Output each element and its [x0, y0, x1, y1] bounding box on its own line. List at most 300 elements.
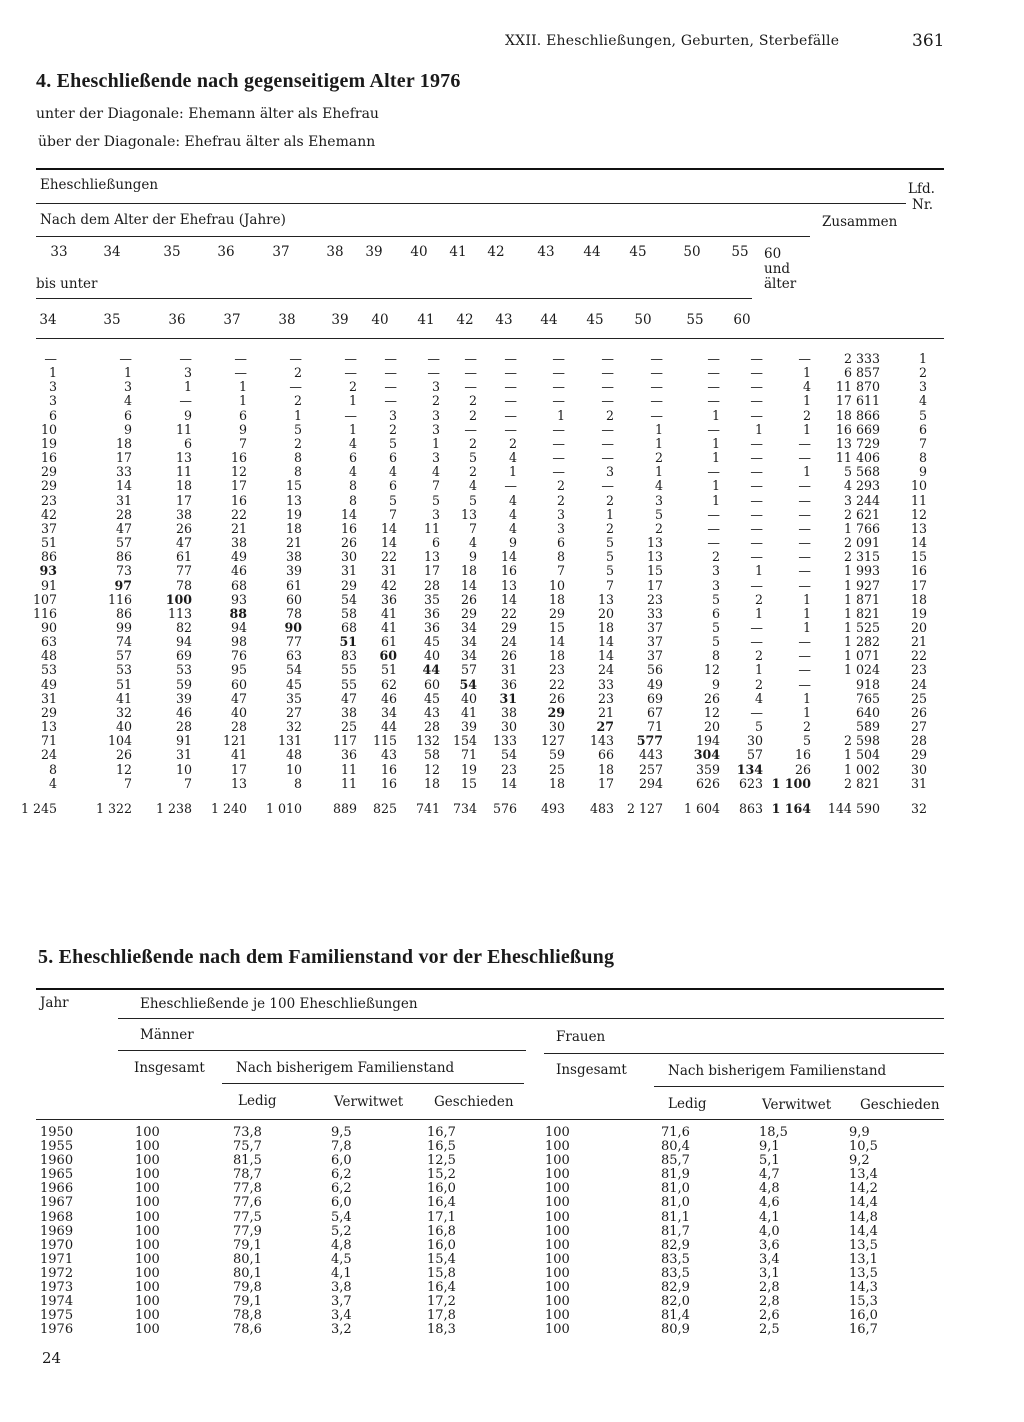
table-cell: 100: [135, 1280, 160, 1296]
table-cell: 40: [115, 719, 132, 735]
table-cell: 2: [508, 435, 517, 451]
table-cell: 86: [115, 549, 132, 565]
table-cell: 4: [802, 379, 811, 395]
table5-header-maenner: Männer: [140, 1027, 194, 1043]
row-number: 23: [910, 662, 927, 678]
row-number: 17: [910, 577, 927, 593]
table-cell: 46: [380, 690, 397, 706]
table-cell: 88: [229, 605, 247, 621]
table-cell: —: [750, 634, 763, 650]
table-cell: 8: [711, 648, 720, 664]
table-cell: 60: [379, 648, 397, 664]
table-cell: 1: [802, 605, 811, 621]
table-cell: 2: [293, 435, 302, 451]
table-cell: 4: [468, 535, 477, 551]
table-cell: 82,9: [661, 1280, 690, 1296]
table-cell: 4,0: [759, 1223, 780, 1239]
table4-rule-4: [36, 338, 944, 339]
table-row: [40, 1253, 939, 1267]
table-cell: 26: [548, 690, 565, 706]
table-cell: 116: [32, 605, 57, 621]
table-cell: 59: [548, 747, 565, 763]
table-cell: 23: [646, 591, 663, 607]
table-row: [20, 522, 931, 536]
table-cell: 28: [115, 506, 132, 522]
row-total: 2 333: [843, 351, 880, 366]
table-cell: 95: [230, 662, 247, 678]
row-total: 11 870: [835, 379, 880, 395]
table-cell: 62: [380, 676, 397, 692]
row-number: 15: [910, 549, 927, 565]
table4-header-aelter: älter: [764, 276, 797, 292]
row-number: 31: [910, 775, 927, 791]
table-cell: 61: [175, 549, 192, 565]
table-row: [40, 1211, 939, 1225]
table4-header-from-42: 42: [487, 244, 505, 260]
table4-header-sixty: 60: [764, 246, 782, 262]
table-cell: 47: [115, 520, 132, 536]
table-cell: 18,3: [427, 1322, 456, 1338]
row-number: 11: [910, 492, 927, 508]
table-cell: 154: [452, 733, 477, 749]
table-cell: 76: [230, 648, 247, 664]
table-row: [20, 706, 931, 720]
table-row: [20, 508, 931, 522]
table-cell: 1: [508, 464, 517, 480]
table-cell: 41: [380, 605, 397, 621]
table-cell: 100: [545, 1280, 570, 1296]
total-cell: 863: [738, 800, 763, 816]
table-cell: 2: [754, 648, 763, 664]
table-cell: 4: [48, 775, 57, 791]
table-cell: 8: [348, 492, 357, 508]
table-cell: 100: [135, 1139, 160, 1155]
table-cell: 16,0: [849, 1308, 878, 1324]
table-cell: 4: [654, 478, 663, 494]
table-cell: 42: [380, 577, 397, 593]
table4-header-from-35: 35: [163, 244, 181, 260]
table-cell: 61: [380, 634, 397, 650]
table-cell: 12,5: [427, 1153, 456, 1169]
table-cell: 5: [605, 549, 614, 565]
table-cell: —: [344, 365, 357, 381]
table-cell: 37: [40, 520, 57, 536]
table-cell: 27: [285, 704, 302, 720]
table-cell: 1: [754, 605, 763, 621]
table-cell: 17,2: [427, 1294, 456, 1310]
table-cell: 28: [230, 719, 247, 735]
table-cell: 77,5: [233, 1209, 262, 1225]
year-cell: 1974: [40, 1294, 74, 1310]
table4-header-total: Zusammen: [822, 214, 898, 230]
table-cell: 79,8: [233, 1280, 262, 1296]
table-cell: 100: [545, 1294, 570, 1310]
table4-header-to-34: 34: [39, 312, 57, 328]
row-total: 18 866: [835, 407, 880, 423]
table-cell: —: [384, 351, 397, 366]
table-cell: 98: [230, 634, 247, 650]
table4-header-from-45: 45: [629, 244, 647, 260]
table-cell: 26: [175, 520, 192, 536]
table-cell: 36: [380, 591, 397, 607]
table-cell: 5,1: [759, 1153, 780, 1169]
table-cell: 2: [556, 478, 565, 494]
table-row: [40, 1239, 939, 1253]
table4-header-to-44: 44: [540, 312, 558, 328]
table-cell: 57: [460, 662, 477, 678]
year-cell: 1965: [40, 1167, 74, 1183]
table-cell: 14: [115, 478, 132, 494]
table4-rule-3: [36, 298, 752, 299]
table-cell: 2: [293, 393, 302, 409]
table-cell: 10: [285, 761, 302, 777]
table-cell: 13: [460, 506, 477, 522]
table-cell: —: [504, 365, 517, 381]
table-cell: 3: [711, 563, 720, 579]
table-cell: 41: [380, 619, 397, 635]
table-cell: 17,8: [427, 1308, 456, 1324]
table-cell: 5: [468, 492, 477, 508]
table-cell: 4,5: [331, 1251, 352, 1267]
table-cell: 29: [40, 478, 57, 494]
table-cell: 2: [802, 407, 811, 423]
table-cell: 1: [802, 464, 811, 480]
table4-header-to-55: 55: [686, 312, 704, 328]
row-total: 11 406: [835, 450, 880, 466]
table-cell: 9: [183, 407, 192, 423]
table-cell: 41: [460, 704, 477, 720]
table-cell: 1: [711, 435, 720, 451]
table-cell: —: [750, 506, 763, 522]
table-cell: 17: [597, 775, 614, 791]
table-cell: 9,2: [849, 1153, 870, 1169]
row-total: 1 927: [843, 577, 880, 593]
row-number: 30: [910, 761, 927, 777]
row-total: 1 525: [843, 619, 880, 635]
table4-header-to-50: 50: [634, 312, 652, 328]
year-cell: 1955: [40, 1139, 74, 1155]
table-cell: 1: [802, 690, 811, 706]
table-row: [40, 1126, 939, 1140]
page-number: 361: [912, 31, 945, 51]
table-cell: 100: [545, 1153, 570, 1169]
row-total: 2 598: [843, 733, 880, 749]
table-cell: —: [650, 393, 663, 409]
table-cell: 14: [380, 520, 397, 536]
table-row: [20, 451, 931, 465]
table-cell: 63: [285, 648, 302, 664]
table-cell: 7,8: [331, 1139, 352, 1155]
table-cell: 42: [40, 506, 57, 522]
table-cell: 29: [40, 704, 57, 720]
table5-rule-1: [118, 1018, 944, 1019]
table-cell: 15,4: [427, 1251, 456, 1267]
table4-header-from-50: 50: [683, 244, 701, 260]
table-cell: 7: [468, 520, 477, 536]
table-row: [20, 536, 931, 550]
table-cell: 40: [230, 704, 247, 720]
row-total: 589: [855, 719, 880, 735]
table-cell: 17,1: [427, 1209, 456, 1225]
table-cell: 23: [597, 690, 614, 706]
row-number: 26: [910, 704, 927, 720]
row-number: 10: [910, 478, 927, 494]
table-cell: 2: [711, 549, 720, 565]
table-cell: —: [504, 421, 517, 437]
total-cell: 576: [492, 800, 517, 816]
table-cell: 49: [646, 676, 663, 692]
table-cell: —: [750, 492, 763, 508]
table-cell: —: [750, 577, 763, 593]
table-cell: 91: [40, 577, 57, 593]
table-cell: —: [707, 365, 720, 381]
table-cell: 80,1: [233, 1251, 262, 1267]
table-row: [20, 777, 931, 791]
table4-header-from-41: 41: [449, 244, 467, 260]
table-cell: 133: [492, 733, 517, 749]
table4-header-to-42: 42: [456, 312, 474, 328]
table-cell: 14: [597, 648, 614, 664]
table-cell: 15,2: [427, 1167, 456, 1183]
table-cell: 3: [388, 407, 397, 423]
table-cell: 3,4: [331, 1308, 352, 1324]
table-cell: 294: [638, 775, 663, 791]
total-cell: 483: [589, 800, 614, 816]
table-cell: 7: [556, 563, 565, 579]
table-cell: 54: [340, 591, 357, 607]
table-row: [20, 748, 931, 762]
table-cell: 80,1: [233, 1265, 262, 1281]
table-cell: —: [798, 676, 811, 692]
totals-row: [20, 802, 931, 816]
table-cell: 143: [589, 733, 614, 749]
table-row: [20, 593, 931, 607]
table-cell: 12: [703, 704, 720, 720]
table-cell: 1: [556, 407, 565, 423]
table-cell: 100: [135, 1195, 160, 1211]
table-cell: 54: [500, 747, 517, 763]
table-cell: 25: [548, 761, 565, 777]
table-cell: 18: [548, 775, 565, 791]
table-cell: 5,2: [331, 1223, 352, 1239]
table-cell: 39: [285, 563, 302, 579]
table-row: [20, 394, 931, 408]
table-cell: —: [234, 365, 247, 381]
table-cell: 17: [175, 492, 192, 508]
table-cell: 81,9: [661, 1167, 690, 1183]
table-cell: 1: [348, 421, 357, 437]
table-cell: 30: [340, 549, 357, 565]
table-row: [40, 1267, 939, 1281]
table-cell: 8: [293, 464, 302, 480]
table4-header-lfd: Lfd.: [908, 181, 935, 197]
table-cell: —: [707, 421, 720, 437]
table-cell: 10: [175, 761, 192, 777]
table-cell: 18: [115, 435, 132, 451]
table-cell: 12: [230, 464, 247, 480]
table4-header-nr: Nr.: [912, 197, 934, 213]
table-cell: 79,1: [233, 1294, 262, 1310]
table-cell: 19: [460, 761, 477, 777]
table-cell: 3,6: [759, 1237, 780, 1253]
row-number: 5: [918, 407, 927, 423]
table-cell: 69: [175, 648, 192, 664]
table-cell: 58: [423, 747, 440, 763]
table-cell: 81,1: [661, 1209, 690, 1225]
table-cell: 19: [40, 435, 57, 451]
table-cell: 100: [545, 1265, 570, 1281]
table-cell: —: [427, 351, 440, 366]
table-cell: 28: [175, 719, 192, 735]
table5-header-ledig-m: Ledig: [238, 1093, 277, 1109]
table4-body: [20, 352, 931, 816]
table-cell: —: [464, 379, 477, 395]
table4-header-from-34: 34: [103, 244, 121, 260]
table-cell: 6: [123, 407, 132, 423]
row-number: 13: [910, 520, 927, 536]
table-cell: 25: [340, 719, 357, 735]
table-cell: 5: [711, 591, 720, 607]
table5-rule-3a: [222, 1083, 524, 1084]
table-cell: 51: [40, 535, 57, 551]
table-cell: 57: [115, 535, 132, 551]
table-cell: 19: [285, 506, 302, 522]
table5-rule-2a: [118, 1050, 526, 1051]
table-row: [20, 479, 931, 493]
table-cell: 100: [545, 1167, 570, 1183]
table-cell: 100: [135, 1308, 160, 1324]
year-cell: 1975: [40, 1308, 74, 1324]
table-cell: 1: [754, 421, 763, 437]
table-cell: 16: [230, 492, 247, 508]
table-cell: 13: [646, 535, 663, 551]
table-cell: 1: [183, 379, 192, 395]
row-total: 6 857: [843, 365, 880, 381]
table-cell: 26: [340, 535, 357, 551]
table-cell: 1: [654, 421, 663, 437]
table-cell: 77,6: [233, 1195, 262, 1211]
table-cell: 5: [754, 719, 763, 735]
table-cell: 30: [746, 733, 763, 749]
table-cell: 23: [500, 761, 517, 777]
table-cell: 58: [340, 605, 357, 621]
table-cell: 5,4: [331, 1209, 352, 1225]
table-cell: 53: [115, 662, 132, 678]
table4-header-to-41: 41: [417, 312, 435, 328]
table-cell: 15,8: [427, 1265, 456, 1281]
table-cell: —: [750, 393, 763, 409]
table-cell: —: [344, 351, 357, 366]
table-cell: 16,7: [849, 1322, 878, 1338]
table5-top-rule: [36, 988, 944, 990]
table-cell: —: [750, 704, 763, 720]
table5-header-group: Eheschließende je 100 Eheschließungen: [140, 996, 418, 1012]
table4-header-group: Eheschließungen: [40, 177, 159, 193]
table-cell: 31: [380, 563, 397, 579]
table-cell: 3,4: [759, 1251, 780, 1267]
table-cell: 39: [175, 690, 192, 706]
table-cell: 3: [605, 464, 614, 480]
table-cell: 15,3: [849, 1294, 878, 1310]
table-cell: 113: [167, 605, 192, 621]
table-cell: 4: [508, 506, 517, 522]
table-cell: 32: [285, 719, 302, 735]
table-cell: 4,1: [331, 1265, 352, 1281]
table5-header-geschieden-f: Geschieden: [860, 1097, 940, 1113]
table-cell: 304: [693, 747, 720, 763]
table-cell: 194: [695, 733, 720, 749]
row-number: 14: [910, 535, 927, 551]
table-cell: 94: [230, 619, 247, 635]
table-cell: 33: [646, 605, 663, 621]
table-cell: 4: [348, 435, 357, 451]
table-cell: 17: [230, 761, 247, 777]
table-cell: 44: [380, 719, 397, 735]
row-total: 16 669: [835, 421, 880, 437]
row-number: 6: [918, 421, 927, 437]
total-cell: 1 604: [683, 800, 720, 816]
table-cell: 16,4: [427, 1280, 456, 1296]
table-cell: —: [344, 407, 357, 423]
table-cell: —: [289, 379, 302, 395]
total-cell: 825: [372, 800, 397, 816]
table-cell: 15: [460, 775, 477, 791]
table-cell: —: [798, 478, 811, 494]
table-cell: 16,7: [427, 1125, 456, 1140]
table-cell: —: [707, 506, 720, 522]
table-cell: 100: [135, 1209, 160, 1225]
table-cell: —: [750, 407, 763, 423]
table-cell: 1: [348, 393, 357, 409]
table-cell: —: [601, 421, 614, 437]
table-cell: 1: [754, 563, 763, 579]
table-cell: 68: [230, 577, 247, 593]
table-cell: 3: [431, 506, 440, 522]
table4-header-from-39: 39: [365, 244, 383, 260]
table-cell: 10: [548, 577, 565, 593]
table-cell: 22: [548, 676, 565, 692]
table-cell: 18: [548, 648, 565, 664]
table-cell: 8: [293, 450, 302, 466]
table-cell: 54: [285, 662, 302, 678]
table-cell: 36: [500, 676, 517, 692]
table-cell: 91: [175, 733, 192, 749]
table-cell: 2,5: [759, 1322, 780, 1338]
table-cell: 100: [545, 1195, 570, 1211]
table-cell: 100: [135, 1223, 160, 1239]
table-row: [20, 649, 931, 663]
table-cell: 39: [460, 719, 477, 735]
table-cell: —: [750, 478, 763, 494]
table-cell: 2: [468, 407, 477, 423]
table-cell: 5: [388, 435, 397, 451]
table-cell: 33: [115, 464, 132, 480]
table-cell: 81,4: [661, 1308, 690, 1324]
table-cell: 45: [423, 690, 440, 706]
table-cell: 14,8: [849, 1209, 878, 1225]
table-cell: 45: [285, 676, 302, 692]
table-cell: 71: [40, 733, 57, 749]
year-cell: 1970: [40, 1237, 74, 1253]
table-cell: 36: [423, 619, 440, 635]
table-cell: 21: [597, 704, 614, 720]
table-cell: 4,8: [331, 1237, 352, 1253]
table-cell: 30: [500, 719, 517, 735]
row-total: 5 568: [843, 464, 880, 480]
row-total: 2 821: [843, 775, 880, 791]
table-cell: —: [798, 351, 811, 366]
row-total: 1 002: [843, 761, 880, 777]
